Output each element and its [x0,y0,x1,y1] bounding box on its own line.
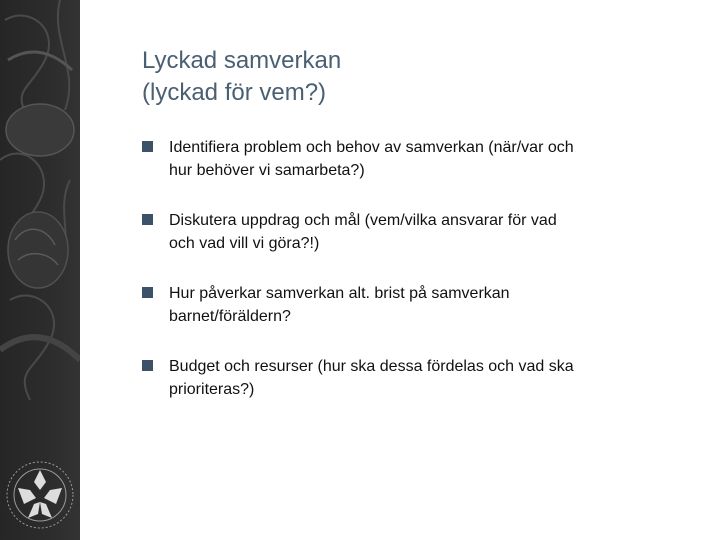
bullet-3-line-2: barnet/föräldern? [169,308,291,325]
bullet-item-1 [142,136,692,182]
square-bullet-icon [142,360,153,371]
bullet-1-line-1: Identifiera problem och behov av samverkan (när/var och [169,139,574,156]
square-bullet-icon [142,287,153,298]
bullet-item-2 [142,209,692,255]
square-bullet-icon [142,141,153,152]
bullet-list [142,136,692,428]
bullet-item-3 [142,282,692,328]
title-line-2: (lyckad för vem?) [142,79,327,106]
bullet-2-line-1: Diskutera uppdrag och mål (vem/vilka ansvarar för vad [169,212,557,229]
square-bullet-icon [142,214,153,225]
page-title [142,45,341,109]
side-band-decoration [0,0,80,540]
bullet-item-4 [142,355,692,401]
bullet-4-line-2: prioriteras?) [169,381,255,398]
bullet-2-line-2: och vad vill vi göra?!) [169,235,320,252]
title-line-1: Lyckad samverkan [142,47,342,74]
bullet-1-line-2: hur behöver vi samarbeta?) [169,162,365,179]
bullet-4-line-1: Budget och resurser (hur ska dessa fördelas och vad ska [169,358,574,375]
university-seal-logo [0,450,80,540]
bullet-3-line-1: Hur påverkar samverkan alt. brist på samverkan [169,285,510,302]
